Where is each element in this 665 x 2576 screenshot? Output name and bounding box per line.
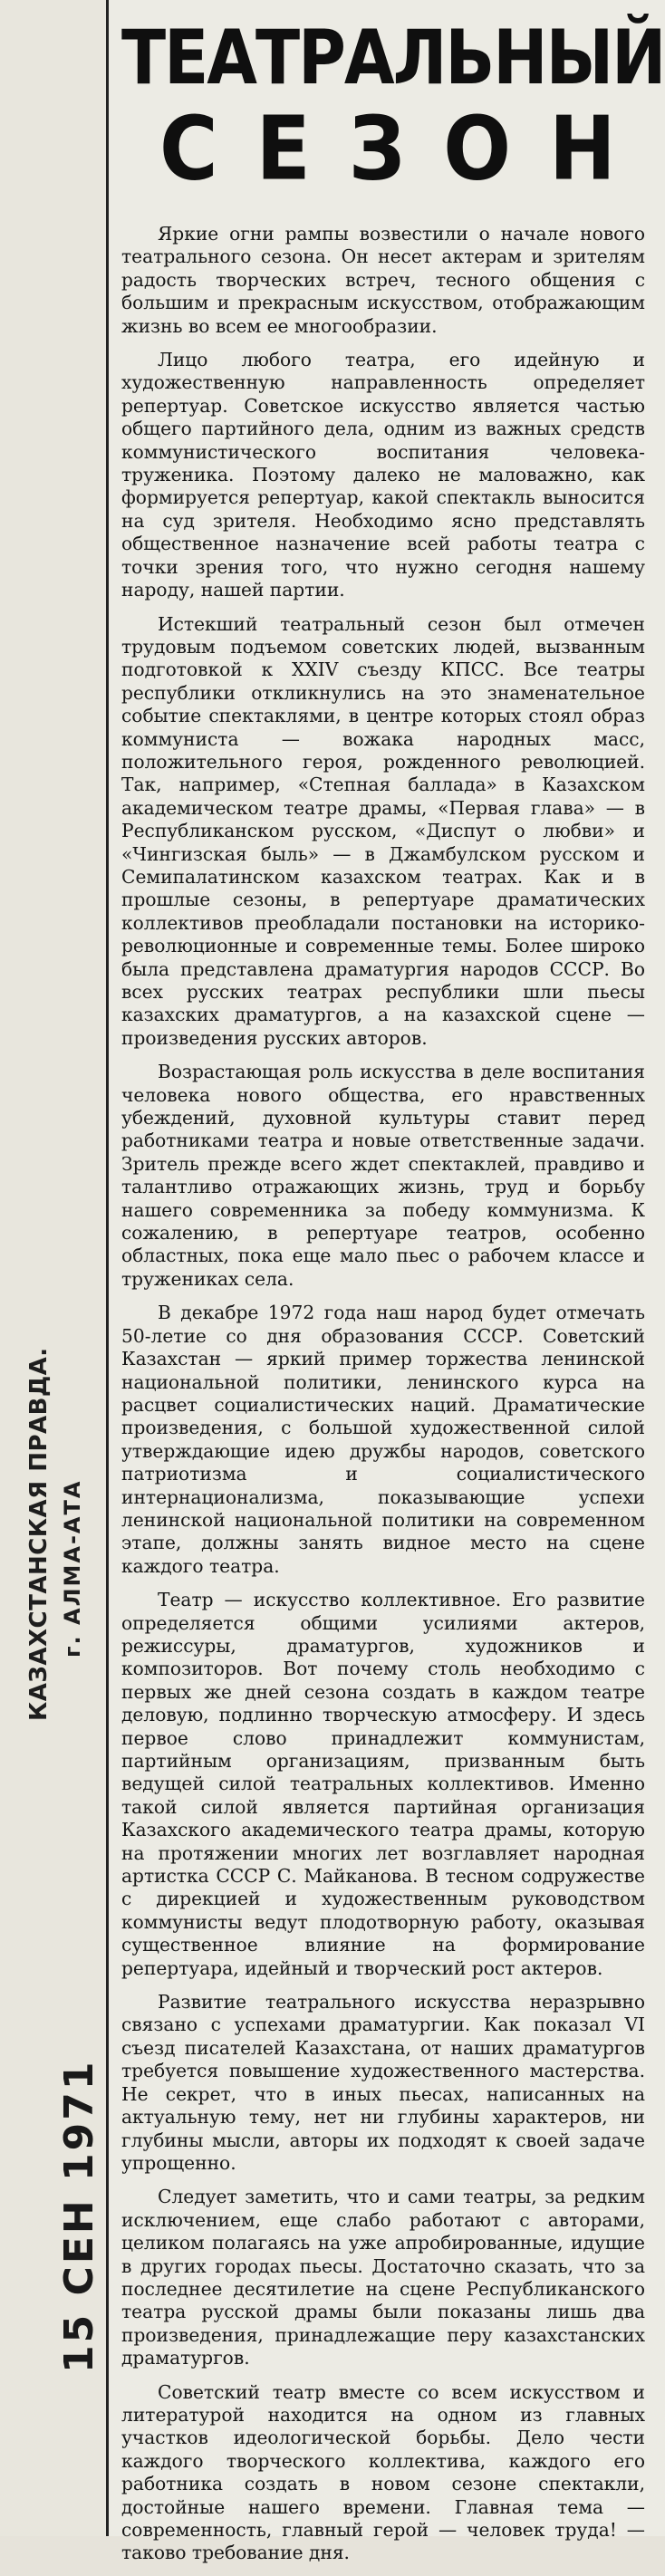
paragraph-3: Истекший театральный сезон был отмечен трудовым подъемом советских людей, вызванным подготовкой к XXIV съезду КПСС. Все театры республики откликнулись на это знаменательное событие спектаклями, в центре которых стоял образ коммуниста — вожака народных масс, положительного героя, рожденного революцией. Так, например, «Степная баллада» в Казахском академическом театре драмы, «Первая глава» — в Республиканском русском, «Диспут о любви» и «Чингизская быль» — в Джамбулском русском и Семипалатинском казахском театрах. Как и в прошлые сезоны, в репертуаре драматических коллективов преобладали постановки на историко-революционные и современные темы. Более широко была представлена драматургия народов СССР. Во всех русских театрах республики шли пьесы казахских драматургов, а на казахской сцене — произведения русских авторов. bbox=[121, 612, 645, 1049]
newspaper-name-stamp: КАЗАХСТАНСКАЯ ПРАВДА. bbox=[25, 1347, 53, 1721]
article-title bbox=[121, 0, 665, 200]
title-line-1: ТЕАТРАЛЬНЫЙ bbox=[121, 14, 665, 101]
column-rule bbox=[106, 0, 109, 2536]
paragraph-9: Советский театр вместе со всем искусством и литературой находится на одном из главных участков идеологической борьбы. Дело чести каждого творческого коллектива, каждого его работника создать в новом сезоне спектакли, достойные нашего времени. Главная тема — современность, главный герой — человек труда! — таково требование дня. bbox=[121, 2380, 645, 2564]
archive-margin bbox=[0, 0, 107, 2536]
paragraph-1: Яркие огни рампы возвестили о начале нового театрального сезона. Он несет актерам и зрителям радость творческих встреч, тесного общения с большим и прекрасным искусством, отображающим жизнь во всем ее многообразии. bbox=[121, 223, 645, 337]
paragraph-2: Лицо любого театра, его идейную и художественную направленность определяет репертуар. Советское искусство является частью общего партийного дела, одним из важных средств коммунистического воспитания человека-труженика. Поэтому далеко не маловажно, как формируется репертуар, какой спектакль выносится на суд зрителя. Необходимо ясно представлять общественное назначение всей работы театра с точки зрения того, что нужно сегодня нашему народу, нашей партии. bbox=[121, 349, 645, 601]
paragraph-8: Следует заметить, что и сами театры, за редким исключением, еще слабо работают с авторами, целиком полагаясь на уже апробированные, идущие в других городах пьесы. Достаточно сказать, что за последнее десятилетие на сцене Республиканского театра русской драмы были показаны лишь два произведения, принадлежащие перу казахстанских драматургов. bbox=[121, 2186, 645, 2369]
paragraph-6: Театр — искусство коллективное. Его развитие определяется общими усилиями актеров, режиссуры, драматургов, художников и композиторов. Вот почему столь необходимо с первых же дней сезона создать в каждом театре деловую, подлинно творческую атмосферу. И здесь первое слово принадлежит коммунистам, партийным организациям, призванным быть ведущей силой театральных коллективов. Именно такой силой является партийная организация Казахского академического театра драмы, которую на протяжении многих лет возглавляет народная артистка СССР С. Майканова. В тесном содружестве с дирекцией и художественным руководством коммунисты ведут плодотворную работу, оказывая существенное влияние на формирование репертуара, идейный и творческий рост актеров. bbox=[121, 1589, 645, 1979]
title-line-2: СЕЗОН bbox=[159, 97, 654, 200]
city-stamp: г. АЛМА-АТА bbox=[60, 1479, 85, 1658]
paragraph-4: Возрастающая роль искусства в деле воспитания человека нового общества, его нравственных убеждений, духовной культуры ставит перед работниками театра и новые ответственные задачи. Зритель прежде всего ждет спектаклей, правдиво и талантливо отражающих жизнь, труд и борьбу нашего современника за победу коммунизма. К сожалению, в репертуаре театров, особенно областных, пока еще мало пьес о рабочем классе и тружениках села. bbox=[121, 1061, 645, 1290]
date-stamp: 15 СЕН 1971 bbox=[56, 2059, 102, 2373]
article-body bbox=[121, 223, 645, 2565]
article bbox=[121, 0, 665, 2576]
paragraph-7: Развитие театрального искусства неразрывно связано с успехами драматургии. Как показал VI съезд писателей Казахстана, от наших драматургов требуется повышение художественного мастерства. Не секрет, что в иных пьесах, написанных на актуальную тему, нет ни глубины характеров, ни глубины мысли, авторы их подходят к своей задаче упрощенно. bbox=[121, 1991, 645, 2174]
paragraph-5: В декабре 1972 года наш народ будет отмечать 50-летие со дня образования СССР. Советский Казахстан — яркий пример торжества ленинской национальной политики, ленинского курса на расцвет социалистических наций. Драматические произведения, с большой художественной силой утверждающие идею дружбы народов, советского патриотизма и социалистического интернационализма, показывающие успехи ленинской национальной политики на современном этапе, должны занять видное место на сцене каждого театра. bbox=[121, 1302, 645, 1577]
